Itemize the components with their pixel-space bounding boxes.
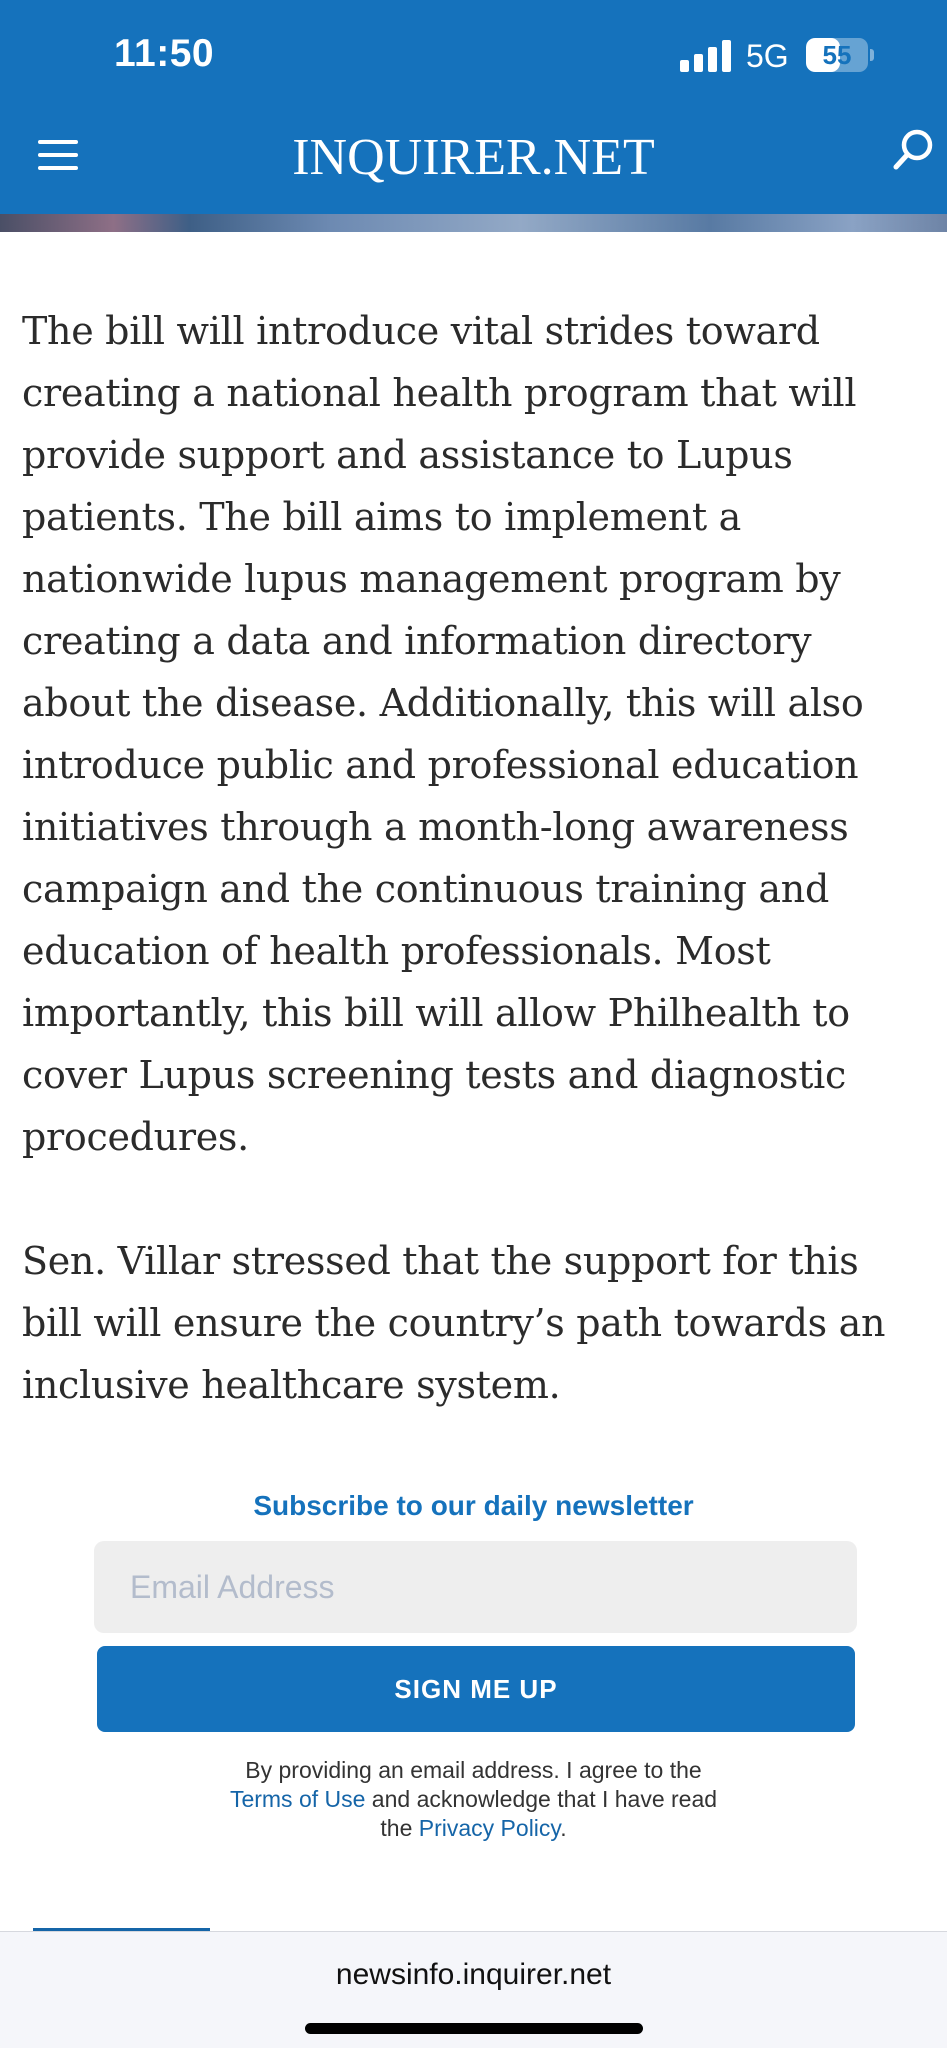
network-type: 5G (746, 38, 789, 74)
article-paragraph: Sen. Villar stressed that the support for this bill will ensure the country’s path towards an inclusive healthcare system. (22, 1239, 886, 1407)
search-icon[interactable] (893, 128, 935, 172)
article-paragraph: The bill will introduce vital strides toward creating a national health program that will provide support and assistance to Lupus patients. The bill aims to implement a nationwide lupus management program by creating a data and information directory about the disease. Additionally, this will also introduce public and professional education initiatives through a month-long awareness campaign and the continuous training and education of health professionals. Most importantly, this bill will allow Philhealth to cover Lupus screening tests and diagnostic procedures. (22, 309, 864, 1159)
battery-cap (870, 49, 874, 61)
status-time: 11:50 (114, 32, 215, 75)
browser-address-bar[interactable] (0, 1931, 947, 2048)
sign-me-up-button[interactable]: SIGN ME UP (97, 1646, 855, 1732)
home-indicator[interactable] (305, 2023, 643, 2034)
disclaimer-text: By providing an email address. I agree to the (245, 1757, 702, 1783)
newsletter-email-input[interactable] (94, 1541, 857, 1633)
newsletter-title: Subscribe to our daily newsletter (253, 1490, 694, 1521)
privacy-policy-link[interactable]: Privacy Policy (418, 1815, 561, 1841)
newsletter-disclaimer (0, 1756, 947, 1843)
disclaimer-text: the (380, 1815, 419, 1841)
article-image-strip (0, 214, 947, 232)
site-header (0, 0, 947, 214)
battery-icon (806, 38, 874, 72)
terms-of-use-link[interactable]: Terms of Use (229, 1786, 366, 1812)
url-text[interactable]: newsinfo.inquirer.net (335, 1958, 612, 1991)
disclaimer-text: and acknowledge that I have read (365, 1786, 718, 1812)
article-body (22, 300, 927, 1478)
cellular-signal-icon (680, 40, 732, 72)
site-logo[interactable]: INQUIRER.NET (292, 129, 655, 186)
battery-percent: 55 (822, 40, 852, 70)
hamburger-menu-icon[interactable] (36, 138, 82, 172)
battery-body (806, 38, 868, 72)
disclaimer-text: . (560, 1815, 567, 1841)
